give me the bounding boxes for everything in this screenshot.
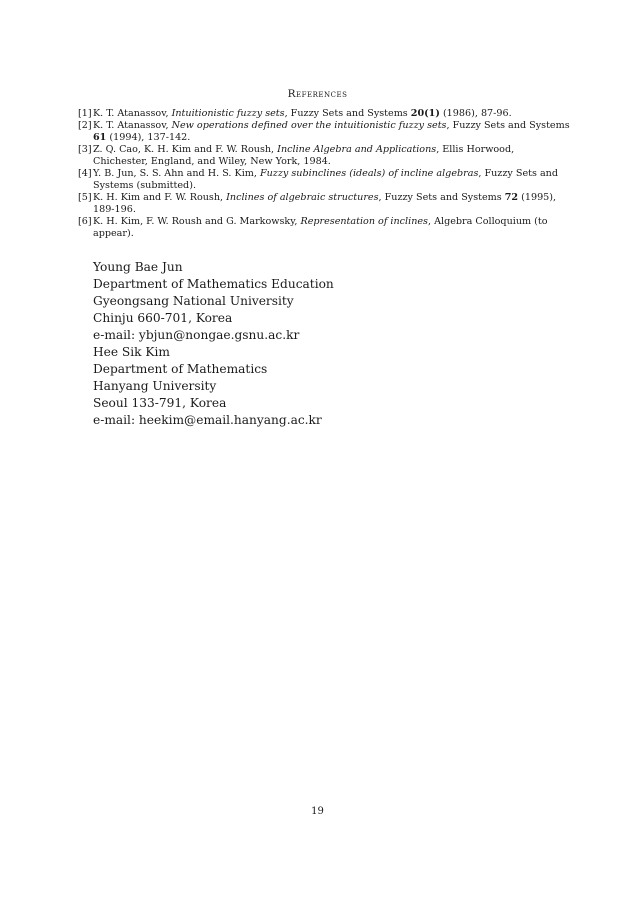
reference-number: [3] (78, 144, 92, 155)
author-address-2 (93, 344, 322, 429)
author-email: e-mail: heekim@email.hanyang.ac.kr (93, 412, 322, 427)
reference-list (78, 108, 570, 240)
reference-title: New operations defined over the intuitionistic fuzzy sets (171, 120, 447, 131)
reference-item (78, 108, 570, 120)
reference-number: [4] (78, 168, 92, 179)
reference-pages: (1994), 137-142. (106, 132, 191, 143)
reference-authors: K. H. Kim and F. W. Roush, (93, 192, 227, 203)
reference-title: Fuzzy subinclines (ideals) of incline algebras (259, 168, 479, 179)
reference-volume: 61 (93, 132, 107, 143)
reference-source: , Fuzzy Sets and Systems (284, 108, 411, 119)
author-name: Hee Sik Kim (93, 345, 170, 359)
author-department: Department of Mathematics (93, 361, 268, 376)
reference-pages: (1986), 87-96. (439, 108, 512, 119)
reference-title: Incline Algebra and Applications (277, 144, 437, 155)
author-city: Chinju 660-701, Korea (93, 310, 233, 325)
author-email: e-mail: ybjun@nongae.gsnu.ac.kr (93, 327, 300, 342)
reference-authors: Y. B. Jun, S. S. Ahn and H. S. Kim, (93, 168, 260, 179)
reference-item (78, 192, 570, 216)
reference-item (78, 120, 570, 144)
reference-number: [5] (78, 192, 92, 203)
author-city: Seoul 133-791, Korea (93, 395, 227, 410)
author-address-1 (93, 259, 334, 344)
reference-number: [6] (78, 216, 92, 227)
reference-item (78, 168, 570, 192)
reference-authors: K. H. Kim, F. W. Roush and G. Markowsky, (93, 216, 301, 227)
reference-number: [2] (78, 120, 92, 131)
reference-volume: 72 (504, 192, 519, 203)
reference-source: , Fuzzy Sets and Systems (378, 192, 505, 203)
reference-number: [1] (78, 108, 92, 119)
reference-item (78, 144, 570, 168)
reference-volume: 20(1) (410, 108, 440, 119)
reference-item (78, 216, 570, 240)
reference-authors: Z. Q. Cao, K. H. Kim and F. W. Roush, (93, 144, 278, 155)
reference-title: Inclines of algebraic structures (226, 192, 379, 203)
reference-source: , Algebra Colloquium (to appear). (93, 216, 548, 239)
reference-authors: K. T. Atanassov, (93, 108, 172, 119)
reference-title: Intuitionistic fuzzy sets (171, 108, 285, 119)
reference-source: , Fuzzy Sets and Systems (submitted). (93, 168, 559, 191)
author-name: Young Bae Jun (93, 260, 183, 274)
reference-title: Representation of inclines (300, 216, 428, 227)
reference-authors: K. T. Atanassov, (93, 120, 172, 131)
reference-pages: (1995), 189-196. (93, 192, 557, 215)
reference-source: , Ellis Horwood, Chichester, England, and Wiley, New York, 1984. (93, 144, 515, 167)
author-university: Hanyang University (93, 378, 217, 393)
author-university: Gyeongsang National University (93, 293, 294, 308)
author-department: Department of Mathematics Education (93, 276, 334, 291)
page-number: 19 (311, 806, 324, 817)
references-heading: References (287, 88, 348, 100)
reference-source: , Fuzzy Sets and Systems (446, 120, 570, 131)
